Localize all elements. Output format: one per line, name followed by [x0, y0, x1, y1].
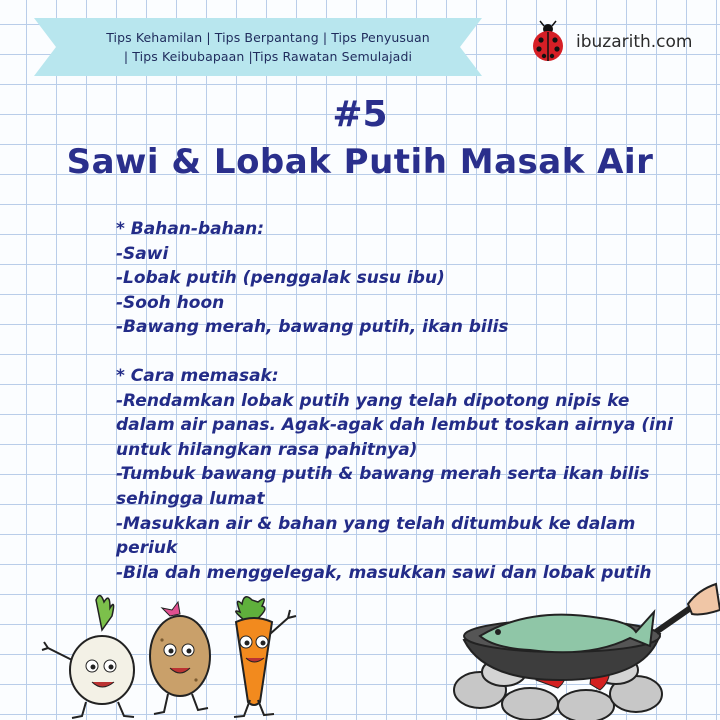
- method-heading: * Cara memasak:: [116, 365, 279, 386]
- ingredients-heading: * Bahan-bahan:: [116, 219, 265, 239]
- potato-character-icon: [150, 602, 210, 714]
- method-line: dalam air panas. Agak-agak dah lembut toskan airnya (ini: [116, 415, 673, 436]
- tips-banner: [34, 16, 482, 78]
- recipe-number: #5: [332, 94, 388, 135]
- section-spacer: [116, 340, 716, 364]
- recipe-content: [116, 217, 716, 585]
- ingredient-item: -Bawang merah, bawang putih, ikan bilis: [116, 317, 509, 338]
- method-line: -Masukkan air & bahan yang telah ditumbuk ke dalam: [116, 513, 636, 534]
- ingredient-item: -Sawi: [116, 243, 169, 264]
- onion-character-icon: [42, 595, 134, 718]
- vegetable-characters-illustration: [30, 590, 300, 720]
- site-logo[interactable]: [528, 20, 708, 64]
- recipe-title: Sawi & Lobak Putih Masak Air: [66, 142, 654, 182]
- method-line: sehingga lumat: [116, 488, 265, 509]
- ingredient-item: -Lobak putih (penggalak susu ibu): [116, 268, 445, 289]
- carrot-character-icon: [234, 597, 296, 717]
- wok-stove-illustration: [440, 560, 720, 720]
- banner-line-2: | Tips Keibubapaan |Tips Rawatan Semulajadi: [123, 49, 413, 64]
- ladybug-icon: [528, 20, 572, 64]
- method-line: untuk hilangkan rasa pahitnya): [116, 439, 418, 460]
- ingredient-item: -Sooh hoon: [116, 292, 225, 313]
- method-line: -Tumbuk bawang putih & bawang merah serta ikan bilis: [116, 464, 650, 485]
- banner-line-1: Tips Kehamilan | Tips Berpantang | Tips Penyusuan: [106, 30, 430, 45]
- site-name: ibuzarith.com: [576, 32, 693, 52]
- method-line: -Bila dah menggelegak, masukkan sawi dan lobak putih: [116, 562, 652, 583]
- method-line: -Rendamkan lobak putih yang telah dipotong nipis ke: [116, 390, 630, 411]
- hand-icon: [688, 584, 720, 615]
- method-line: periuk: [116, 538, 178, 559]
- banner-text: [78, 28, 458, 66]
